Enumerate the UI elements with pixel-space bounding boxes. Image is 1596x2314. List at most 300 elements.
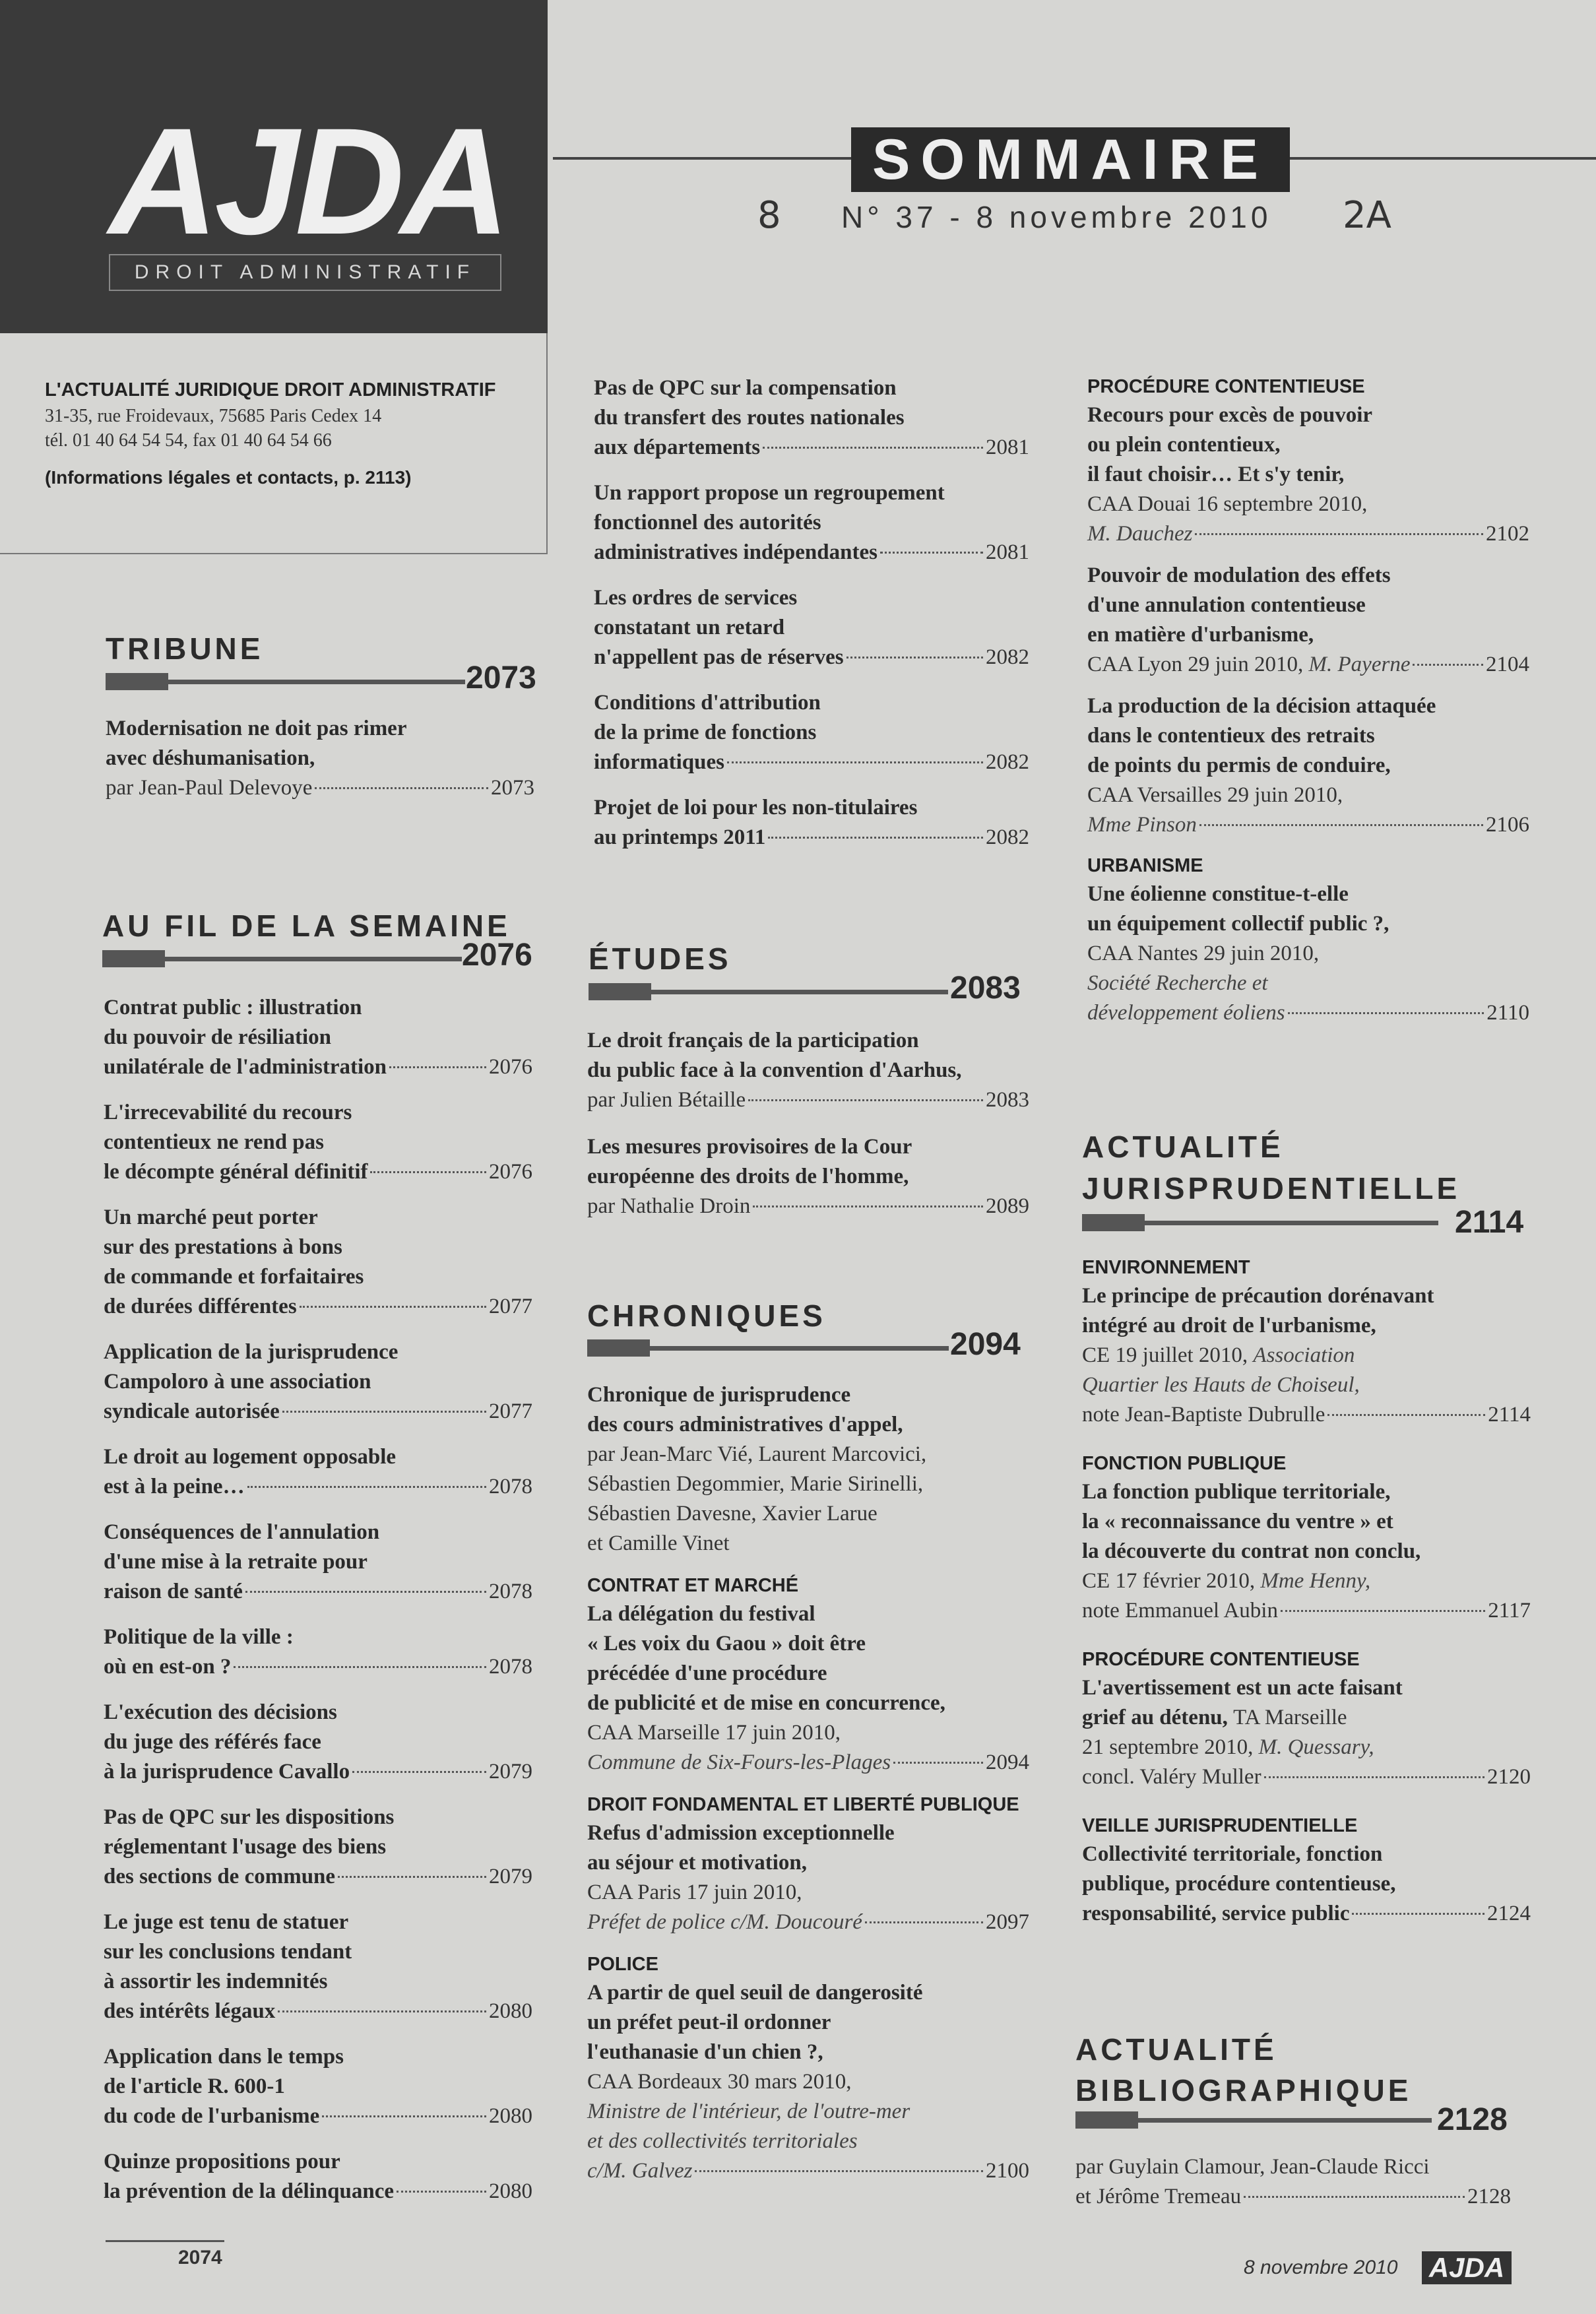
dot-leader	[278, 2010, 486, 2012]
entry-last-line	[587, 1908, 1029, 1937]
entry-last-line	[104, 1652, 532, 1682]
entry-title: Pas de QPC sur la compensation	[594, 376, 897, 400]
entry-title: la découverte du contrat non conclu,	[1082, 1539, 1421, 1563]
entry-text: Sébastien Degommier, Marie Sirinelli,	[587, 1472, 924, 1496]
toc-entry[interactable]	[1087, 561, 1529, 680]
entry-text	[587, 1908, 862, 1937]
page-number: 2074	[178, 2247, 222, 2268]
entry-text	[594, 433, 760, 463]
entry-text	[587, 1748, 891, 1778]
dot-leader	[247, 1486, 486, 1488]
dot-leader	[1199, 824, 1483, 826]
section-title-tribune: TRIBUNE	[106, 631, 264, 666]
entry-text: informatiques	[594, 750, 724, 774]
entry-page-number[interactable]: 2110	[1486, 1001, 1529, 1025]
entry-text: Commune de Six-Fours-les-Plages	[587, 1751, 891, 1774]
entry-title: Quinze propositions pour	[104, 2150, 340, 2173]
entry-title-line	[104, 1727, 532, 1757]
entry-text	[1087, 998, 1285, 1028]
col2-list	[594, 373, 1029, 868]
toc-entry[interactable]	[587, 1572, 1029, 1778]
toc-entry[interactable]	[594, 583, 1029, 672]
entry-title-line	[587, 1659, 1029, 1688]
entry-text: où en est-on ?	[104, 1655, 232, 1679]
entry-page-number[interactable]: 2077	[489, 1295, 532, 1318]
entry-last-line	[594, 538, 1029, 567]
entry-text: responsabilité, service public	[1082, 1902, 1350, 1925]
entry-authors	[587, 1469, 1029, 1499]
entry-title-line	[104, 1367, 532, 1397]
entry-title: de la prime de fonctions	[594, 721, 817, 744]
toc-entry[interactable]	[587, 1132, 1029, 1221]
entry-page-number[interactable]: 2076	[489, 1055, 532, 1079]
entry-text: TA Marseille	[1233, 1706, 1347, 1729]
toc-entry[interactable]	[104, 1518, 532, 1607]
entry-page-number[interactable]: 2076	[489, 1160, 532, 1184]
dot-leader	[748, 1099, 983, 1101]
toc-entry[interactable]	[104, 2147, 532, 2206]
entry-text: par Jean-Marc Vié, Laurent Marcovici,	[587, 1442, 927, 1466]
entry-text: note Jean-Baptiste Dubrulle	[1082, 1403, 1325, 1427]
entry-page-number[interactable]: 2104	[1486, 653, 1529, 676]
dot-leader	[315, 787, 488, 789]
handwritten-note-left: 8	[757, 194, 781, 237]
entry-title-line	[104, 1832, 532, 1862]
toc-entry[interactable]	[104, 1098, 532, 1187]
entry-text	[104, 1292, 297, 1322]
entry-title: du juge des référés face	[104, 1730, 321, 1754]
dot-leader	[322, 2115, 486, 2117]
toc-entry[interactable]	[594, 373, 1029, 463]
entry-title: l'euthanasie d'un chien ?,	[587, 2040, 823, 2064]
entry-title: publique, procédure contentieuse,	[1082, 1872, 1396, 1896]
entry-reference	[1087, 490, 1529, 519]
entry-party	[587, 2097, 1029, 2127]
entry-text	[104, 1397, 280, 1427]
dot-leader	[768, 837, 983, 839]
category-label: ENVIRONNEMENT	[1082, 1257, 1250, 1278]
entry-title: Application de la jurisprudence	[104, 1340, 399, 1364]
entry-last-line	[587, 2156, 1029, 2186]
entry-title: dans le contentieux des retraits	[1087, 724, 1375, 748]
entry-page-number[interactable]: 2079	[489, 1760, 532, 1784]
entry-text: de durées différentes	[104, 1295, 297, 1318]
entry-text	[587, 1192, 750, 1221]
dot-leader	[1281, 1610, 1485, 1612]
entry-last-line	[104, 1292, 532, 1322]
entry-title-line	[1087, 430, 1529, 460]
entry-text: Sébastien Davesne, Xavier Larue	[587, 1502, 878, 1526]
entry-title-line	[1087, 620, 1529, 650]
entry-party	[1087, 969, 1529, 998]
entry-page-number[interactable]: 2082	[986, 825, 1029, 849]
entry-title-line	[104, 1803, 532, 1832]
entry-text	[104, 1862, 335, 1892]
entry-text	[104, 1052, 387, 1082]
entry-text: du code de l'urbanisme	[104, 2104, 320, 2128]
entry-page-number[interactable]: 2080	[489, 2104, 532, 2128]
category-label: FONCTION PUBLIQUE	[1082, 1453, 1287, 1474]
entry-title: La délégation du festival	[587, 1602, 815, 1626]
entry-page-number[interactable]: 2073	[491, 776, 534, 800]
entry-text: Association	[1253, 1343, 1355, 1367]
entry-title-line	[104, 1203, 532, 1233]
entry-text: à la jurisprudence Cavallo	[104, 1760, 350, 1784]
juris-list	[1082, 1254, 1531, 1948]
entry-last-line	[1082, 1762, 1531, 1792]
toc-entry[interactable]	[1087, 691, 1529, 840]
toc-entry[interactable]	[104, 1337, 532, 1427]
entry-title: fonctionnel des autorités	[594, 511, 821, 534]
entry-page-number[interactable]: 2078	[489, 1475, 532, 1498]
entry-page-number[interactable]: 2078	[489, 1655, 532, 1679]
entry-text: des sections de commune	[104, 1865, 336, 1888]
section-page-biblio[interactable]: 2128	[1437, 2102, 1508, 2137]
entry-last-line	[594, 643, 1029, 672]
publisher-phone: tél. 01 40 64 54 54, fax 01 40 64 54 66	[45, 430, 332, 451]
entry-last-line	[587, 1748, 1029, 1778]
entry-text	[104, 1757, 350, 1787]
entry-text: Mme Henny,	[1260, 1569, 1371, 1593]
entry-page-number[interactable]: 2128	[1467, 2185, 1511, 2208]
logo-subtitle: DROIT ADMINISTRATIF	[109, 254, 501, 291]
entry-last-line	[587, 1192, 1029, 1221]
entry-title: d'une mise à la retraite pour	[104, 1550, 367, 1574]
toc-entry[interactable]	[587, 1950, 1029, 2186]
section-bar	[106, 673, 465, 690]
entry-last-line	[104, 2177, 532, 2206]
entry-title: L'exécution des décisions	[104, 1700, 337, 1724]
entry-page-number[interactable]: 2083	[986, 1088, 1029, 1112]
toc-entry[interactable]	[104, 2042, 532, 2131]
entry-title-line	[106, 714, 534, 744]
footer-date: 8 novembre 2010	[1244, 2257, 1398, 2278]
section-page-etudes[interactable]: 2083	[950, 971, 1021, 1006]
entry-reference	[1082, 1341, 1531, 1370]
entry-title-line	[594, 508, 1029, 538]
entry-text: syndicale autorisée	[104, 1399, 280, 1423]
entry-title: Conditions d'attribution	[594, 691, 821, 715]
entry-title-line	[1082, 1869, 1531, 1899]
entry-text: CAA Versailles 29 juin 2010,	[1087, 783, 1343, 807]
handwritten-note-right: 2A	[1343, 194, 1391, 237]
toc-entry[interactable]	[587, 1791, 1029, 1937]
legal-info-link[interactable]: (Informations légales et contacts, p. 2113)	[45, 467, 412, 488]
section-page-semaine[interactable]: 2076	[462, 938, 532, 973]
entry-text: M. Dauchez	[1087, 522, 1193, 546]
entry-title: Recours pour excès de pouvoir	[1087, 403, 1373, 427]
entry-title: Projet de loi pour les non-titulaires	[594, 796, 918, 820]
footer-rule	[106, 2240, 224, 2242]
entry-text	[594, 823, 765, 852]
toc-entry[interactable]	[1082, 1450, 1531, 1626]
entry-title: Politique de la ville :	[104, 1625, 294, 1649]
entry-text: Préfet de police c/M. Doucouré	[587, 1910, 862, 1934]
entry-title: un équipement collectif public ?,	[1087, 912, 1389, 936]
section-title-semaine: AU FIL DE LA SEMAINE	[102, 909, 511, 943]
entry-title: La fonction publique territoriale,	[1082, 1480, 1391, 1504]
toc-entry[interactable]	[594, 688, 1029, 777]
tribune-list	[106, 714, 534, 819]
entry-text	[594, 748, 724, 777]
entry-title: un préfet peut-il ordonner	[587, 2010, 831, 2034]
entry-title-line	[1082, 1507, 1531, 1537]
entry-text: Ministre de l'intérieur, de l'outre-mer	[587, 2100, 910, 2123]
entry-text: CE 19 juillet 2010,	[1082, 1343, 1254, 1367]
entry-title-line	[1087, 460, 1529, 490]
entry-title-line	[594, 613, 1029, 643]
entry-text: par Jean-Paul Delevoye	[106, 776, 313, 800]
entry-text	[104, 1652, 231, 1682]
entry-page-number[interactable]: 2082	[986, 645, 1029, 669]
entry-text: CAA Marseille 17 juin 2010,	[587, 1721, 841, 1745]
entry-page-number[interactable]: 2078	[489, 1580, 532, 1603]
dot-leader	[1264, 1776, 1484, 1778]
entry-text: M. Payerne	[1308, 653, 1411, 676]
entry-text: 21 septembre 2010,	[1082, 1735, 1259, 1759]
toc-entry[interactable]	[594, 793, 1029, 852]
dot-leader	[1244, 2196, 1465, 2198]
dot-leader	[1195, 533, 1483, 535]
entry-line	[1082, 1703, 1531, 1733]
entry-page-number[interactable]: 2080	[489, 2179, 532, 2203]
entry-title-line	[104, 1698, 532, 1727]
entry-title-line	[594, 583, 1029, 613]
dot-leader	[1413, 664, 1483, 666]
category-label: PROCÉDURE CONTENTIEUSE	[1082, 1649, 1360, 1670]
entry-page-number[interactable]: 2117	[1488, 1599, 1531, 1623]
publication-title: L'ACTUALITÉ JURIDIQUE DROIT ADMINISTRATIF	[45, 379, 496, 401]
entry-text	[104, 2102, 319, 2131]
toc-entry[interactable]	[104, 1908, 532, 2026]
section-title-juris-1: ACTUALITÉ	[1082, 1130, 1284, 1164]
dot-leader	[695, 2170, 983, 2172]
entry-page-number[interactable]: 2114	[1488, 1403, 1531, 1427]
section-page-chroniques[interactable]: 2094	[950, 1327, 1021, 1362]
entry-title: en matière d'urbanisme,	[1087, 623, 1314, 647]
entry-text: CAA Bordeaux 30 mars 2010,	[587, 2070, 852, 2094]
entry-page-number[interactable]: 2081	[986, 435, 1029, 459]
entry-title: La production de la décision attaquée	[1087, 694, 1436, 718]
entry-title: Refus d'admission exceptionnelle	[587, 1821, 895, 1845]
toc-entry[interactable]	[1087, 852, 1529, 1028]
entry-title-line	[1087, 691, 1529, 721]
entry-title: Le juge est tenu de statuer	[104, 1910, 349, 1934]
entry-text	[104, 1472, 245, 1502]
entry-last-line	[104, 1052, 532, 1082]
entry-text: n'appellent pas de réserves	[594, 645, 844, 669]
entry-authors	[587, 1440, 1029, 1469]
entry-title: il faut choisir… Et s'y tenir,	[1087, 463, 1345, 486]
entry-title-line	[104, 2042, 532, 2072]
entry-title: au séjour et motivation,	[587, 1851, 808, 1875]
entry-text: et Jérôme Tremeau	[1075, 2185, 1242, 2208]
issue-number: N° 37 - 8 novembre 2010	[841, 200, 1272, 234]
entry-last-line	[1082, 1899, 1531, 1929]
toc-entry[interactable]	[1082, 1646, 1531, 1792]
toc-entry[interactable]	[1087, 373, 1529, 549]
entry-page-number[interactable]: 2079	[489, 1865, 532, 1888]
toc-entry[interactable]	[1082, 1254, 1531, 1430]
entry-title: avec déshumanisation,	[106, 746, 315, 770]
toc-entry[interactable]	[104, 1442, 532, 1502]
entry-title-line	[104, 1518, 532, 1547]
entry-title: Le droit français de la participation	[587, 1029, 919, 1052]
entry-title-line	[587, 2008, 1029, 2038]
entry-page-number[interactable]: 2100	[986, 2159, 1029, 2183]
entry-title: du transfert des routes nationales	[594, 406, 905, 430]
toc-entry[interactable]	[104, 1203, 532, 1322]
entry-text	[106, 773, 312, 803]
entry-last-line	[104, 1997, 532, 2026]
entry-text: Quartier les Hauts de Choiseul,	[1082, 1373, 1360, 1397]
publisher-address: 31-35, rue Froidevaux, 75685 Paris Cedex 14	[45, 406, 382, 426]
toc-entry[interactable]	[594, 478, 1029, 567]
entry-title: Collectivité territoriale, fonction	[1082, 1842, 1383, 1866]
entry-text: développement éoliens	[1087, 1001, 1285, 1025]
dot-leader	[397, 2191, 486, 2193]
entry-title-line	[104, 1233, 532, 1262]
dot-leader	[753, 1205, 983, 1207]
entry-page-number[interactable]: 2089	[986, 1194, 1029, 1218]
entry-last-line	[104, 1397, 532, 1427]
entry-text: grief au détenu,	[1082, 1706, 1234, 1729]
dot-leader	[893, 1762, 983, 1764]
entry-title: Le droit au logement opposable	[104, 1445, 397, 1469]
dot-leader	[1352, 1913, 1484, 1915]
toc-entry[interactable]	[587, 1026, 1029, 1115]
entry-last-line	[106, 773, 534, 803]
entry-title-line	[104, 2072, 532, 2102]
entry-text: concl. Valéry Muller	[1082, 1765, 1261, 1789]
dot-leader	[282, 1411, 486, 1413]
entry-last-line	[1087, 650, 1529, 680]
entry-text	[1082, 1899, 1349, 1929]
entry-text	[1087, 810, 1197, 840]
entry-text: CAA Nantes 29 juin 2010,	[1087, 942, 1320, 965]
category-label: DROIT FONDAMENTAL ET LIBERTÉ PUBLIQUE	[587, 1794, 1019, 1815]
toc-entry[interactable]	[1075, 2152, 1511, 2212]
entry-party	[587, 2127, 1029, 2156]
entry-title: Campoloro à une association	[104, 1370, 371, 1394]
dot-leader	[234, 1666, 486, 1668]
category-label: VEILLE JURISPRUDENTIELLE	[1082, 1815, 1358, 1836]
footer-logo: AJDA	[1422, 2251, 1512, 2284]
entry-title: de publicité et de mise en concurrence,	[587, 1691, 945, 1715]
entry-text: et des collectivités territoriales	[587, 2129, 858, 2153]
entry-title-line	[1082, 1281, 1531, 1311]
section-title-etudes: ÉTUDES	[589, 942, 732, 976]
section-page-juris[interactable]: 2114	[1455, 1205, 1524, 1240]
entry-page-number[interactable]: 2081	[986, 540, 1029, 564]
entry-last-line	[1087, 810, 1529, 840]
section-title-chroniques: CHRONIQUES	[587, 1299, 826, 1333]
dot-leader	[300, 1306, 486, 1308]
entry-page-number[interactable]: 2120	[1487, 1765, 1531, 1789]
entry-text: et Camille Vinet	[587, 1531, 730, 1555]
category-label: CONTRAT ET MARCHÉ	[587, 1575, 799, 1596]
dot-leader	[846, 657, 983, 659]
entry-text: CAA Douai 16 septembre 2010,	[1087, 492, 1368, 516]
entry-title: la « reconnaissance du ventre » et	[1082, 1510, 1393, 1533]
entry-text: est à la peine…	[104, 1475, 245, 1498]
entry-page-number[interactable]: 2106	[1486, 813, 1529, 837]
dot-leader	[352, 1771, 486, 1773]
entry-title: Un rapport propose un regroupement	[594, 481, 945, 505]
entry-page-number[interactable]: 2082	[986, 750, 1029, 774]
biblio-list	[1075, 2152, 1511, 2228]
entry-title: intégré au droit de l'urbanisme,	[1082, 1314, 1376, 1337]
etudes-list	[587, 1026, 1029, 1238]
dot-leader	[370, 1171, 486, 1173]
entry-title: Pouvoir de modulation des effets	[1087, 563, 1391, 587]
entry-title-line	[104, 1908, 532, 1937]
toc-entry[interactable]	[587, 1380, 1029, 1559]
section-page-tribune[interactable]: 2073	[466, 660, 536, 695]
entry-title: Un marché peut porter	[104, 1205, 318, 1229]
entry-text: CE 17 février 2010,	[1082, 1569, 1261, 1593]
entry-title-line	[587, 2038, 1029, 2067]
entry-title-line	[1082, 1840, 1531, 1869]
entry-page-number[interactable]: 2124	[1487, 1902, 1531, 1925]
entry-text	[594, 538, 878, 567]
entry-title-line	[104, 1023, 532, 1052]
entry-page-number[interactable]: 2094	[986, 1751, 1029, 1774]
entry-title: de commande et forfaitaires	[104, 1265, 364, 1289]
entry-text: c/M. Galvez	[587, 2159, 693, 2183]
toc-entry[interactable]	[104, 993, 532, 1082]
entry-title: ou plein contentieux,	[1087, 433, 1281, 457]
entry-title-line	[594, 403, 1029, 433]
entry-text: au printemps 2011	[594, 825, 766, 849]
toc-entry[interactable]	[104, 1623, 532, 1682]
entry-text: le décompte général définitif	[104, 1160, 368, 1184]
entry-title-line	[1082, 1477, 1531, 1507]
entry-title: Les mesures provisoires de la Cour	[587, 1135, 912, 1159]
entry-text: unilatérale de l'administration	[104, 1055, 387, 1079]
entry-text	[1087, 519, 1192, 549]
entry-page-number[interactable]: 2077	[489, 1399, 532, 1423]
entry-authors	[1075, 2152, 1511, 2182]
entry-title-line	[104, 1098, 532, 1128]
entry-page-number[interactable]: 2080	[489, 1999, 532, 2023]
entry-title: sur les conclusions tendant	[104, 1940, 352, 1964]
toc-entry[interactable]	[1082, 1812, 1531, 1929]
entry-text	[104, 2177, 394, 2206]
entry-text	[587, 2156, 692, 2186]
entry-title-line	[104, 1262, 532, 1292]
entry-text: aux départements	[594, 435, 761, 459]
section-bar	[589, 983, 948, 1000]
entry-title: Pas de QPC sur les dispositions	[104, 1805, 395, 1829]
entry-last-line	[104, 2102, 532, 2131]
entry-page-number[interactable]: 2097	[986, 1910, 1029, 1934]
entry-title-line	[587, 1818, 1029, 1848]
entry-title-line	[104, 2147, 532, 2177]
entry-page-number[interactable]: 2102	[1486, 522, 1529, 546]
entry-title: Modernisation ne doit pas rimer	[106, 717, 407, 740]
toc-entry[interactable]	[104, 1803, 532, 1892]
toc-entry[interactable]	[106, 714, 534, 803]
entry-text	[1087, 650, 1410, 680]
entry-title-line	[1087, 909, 1529, 939]
dot-leader	[245, 1591, 486, 1593]
toc-entry[interactable]	[104, 1698, 532, 1787]
ajda-logo: AJDA	[109, 96, 507, 266]
entry-title-line	[1082, 1537, 1531, 1566]
entry-title-line	[1087, 561, 1529, 591]
entry-title: du public face à la convention d'Aarhus,	[587, 1058, 962, 1082]
